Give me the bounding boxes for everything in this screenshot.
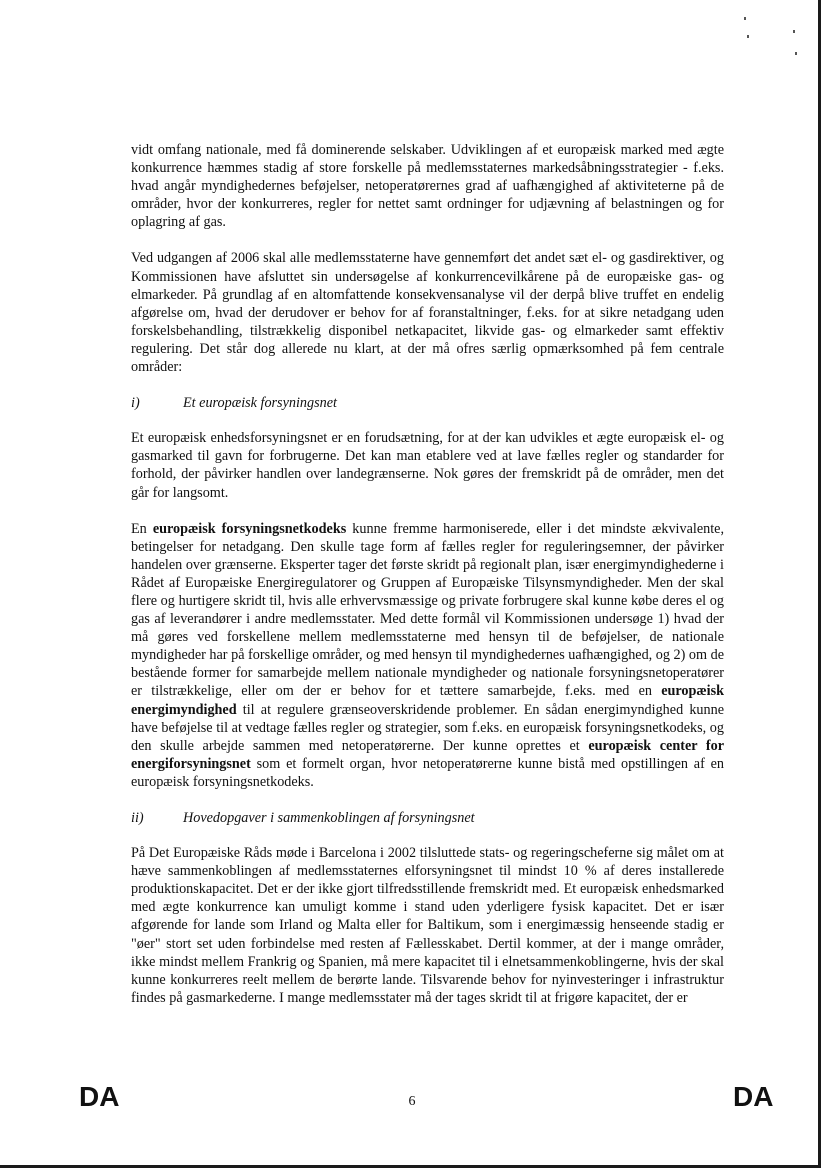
paragraph-1: vidt omfang nationale, med få dominerende selskaber. Udviklingen af et europæisk marked med ægte konkurrence hæmmes stadig af store forskelle på medlemsstaternes markedsåbningsstrategier - f.eks. hvad angår myndighedernes beføjelser, netoperatørernes grad af uafhængighed af aktiviteterne på de områder, hvor der konkurreres, regler for nettet samt ordninger for udjævning af belastningen og for oplagring af gas. (131, 142, 724, 231)
footer-language-code-left: DA (79, 1081, 120, 1112)
footer-language-code-right: DA (733, 1081, 774, 1112)
section-number: i) (131, 395, 140, 412)
bold-term: europæisk forsyningsnetkodeks (152, 520, 347, 537)
page-number: 6 (408, 1094, 416, 1109)
bold-term: europæisk center for energiforsyningsnet (131, 737, 724, 772)
section-title: Et europæisk forsyningsnet (183, 395, 337, 412)
scan-speck (744, 17, 746, 20)
paragraph-4 (131, 520, 724, 791)
section-title: Hovedopgaver i sammenkoblingen af forsyningsnet (183, 810, 475, 826)
scan-speck (793, 30, 795, 33)
text-run: En (131, 520, 153, 537)
scan-speck (747, 35, 749, 38)
text-run: til at regulere grænseoverskridende problemer. En sådan energimyndighed kunne have beføjelse til at vedtage fælles regler og strategier, som f.eks. en europæisk forsyningsnetkodeks, og den skulle arbejde sammen med netoperatørerne. Der kunne oprettes et (131, 701, 724, 754)
document-body (131, 141, 724, 1025)
text-run: kunne fremme harmoniserede, eller i det mindste ækvivalente, betingelser for netadgang. Den skulle tage form af fælles regler for reguleringsemner, der påvirker handelen over grænserne. Eksperter tager det første skridt på regionalt plan, især energimyndighederne i Rådet af Europæiske Energiregulatorer og Gruppen af Europæiske Tilsynsmyndigheder. Men der skal flere og hurtigere skridt til, hvis alle erhvervsmæssige og private forbrugere skal kunne købe deres el og gas af leverandører i andre medlemsstater. Med dette formål vil Kommissionen undersøge 1) hvad der må gøres ved forskellene mellem medlemsstaterne med hensyn til de beføjelser, de nationale myndigheder har på forskellige områder, og med hensyn til myndighedernes uafhængighed, og 2) om de bestående former for samarbejde mellem nationale myndigheder og nationale forsyningsnetoperatører er tilstrækkelige, eller om der er behov for et tættere samarbejde, f.eks. med en (131, 520, 724, 700)
section-heading-i (131, 394, 724, 412)
section-number: ii) (131, 810, 144, 826)
bold-term: europæisk energimyndighed (131, 683, 724, 718)
paragraph-3: Et europæisk enhedsforsyningsnet er en forudsætning, for at der kan udvikles et ægte europæisk el- og gasmarked til gavn for forbrugerne. Det kan man etablere ved at lave fælles regler og standarder for forhold, der påvirker handlen over landegrænserne. Nok gøres der fremskridt på de områder, men det går for langsomt. (131, 430, 724, 501)
scan-speck (795, 52, 797, 55)
paragraph-2: Ved udgangen af 2006 skal alle medlemsstaterne have gennemført det andet sæt el- og gasdirektiver, og Kommissionen have afsluttet sin undersøgelse af konkurrencevilkårene på de europæiske gas- og elmarkeder. På grundlag af en altomfattende konsekvensanalyse vil der derpå blive truffet en endelig afgørelse om, hvad der derudover er behov for af foranstaltninger, f.eks. for at sikre netadgang uden forskelsbehandling, tilstrækkelig disponibel netkapacitet, likvide gas- og elmarkeder samt effektiv regulering. Det står dog allerede nu klart, at der må ofres særlig opmærksomhed på fem centrale områder: (131, 250, 724, 376)
paragraph-5: På Det Europæiske Råds møde i Barcelona i 2002 tilsluttede stats- og regeringscheferne sig målet om at hæve sammenkoblingen af medlemsstaternes elforsyningsnet til mindst 10 % af deres installerede produktionskapacitet. Det er der ikke gjort tilfredsstillende fremskridt med. Et europæisk enhedsmarked med ægte konkurrence kan umuligt komme i stand uden yderligere fysisk kapacitet. Det er især afgørende for lande som Irland og Malta eller for Baltikum, som i energimæssig henseende stadig er "øer" stort set uden forbindelse med resten af Fællesskabet. Dertil kommer, at der i mange områder, ikke mindst mellem Frankrig og Spanien, må mere kapacitet til i elnetsammenkoblingerne, hvis der skal kunne konkurreres reelt mellem de berørte lande. Tilsvarende behov for nyinvesteringer i infrastruktur findes på gasmarkederne. I mange medlemsstater må der tages skridt til at frigøre kapacitet, der er (131, 845, 724, 1006)
text-run: som et formelt organ, hvor netoperatørerne kunne bistå med opstillingen af en europæisk forsyningsnetkodeks. (131, 755, 724, 790)
section-heading-ii (131, 809, 724, 827)
